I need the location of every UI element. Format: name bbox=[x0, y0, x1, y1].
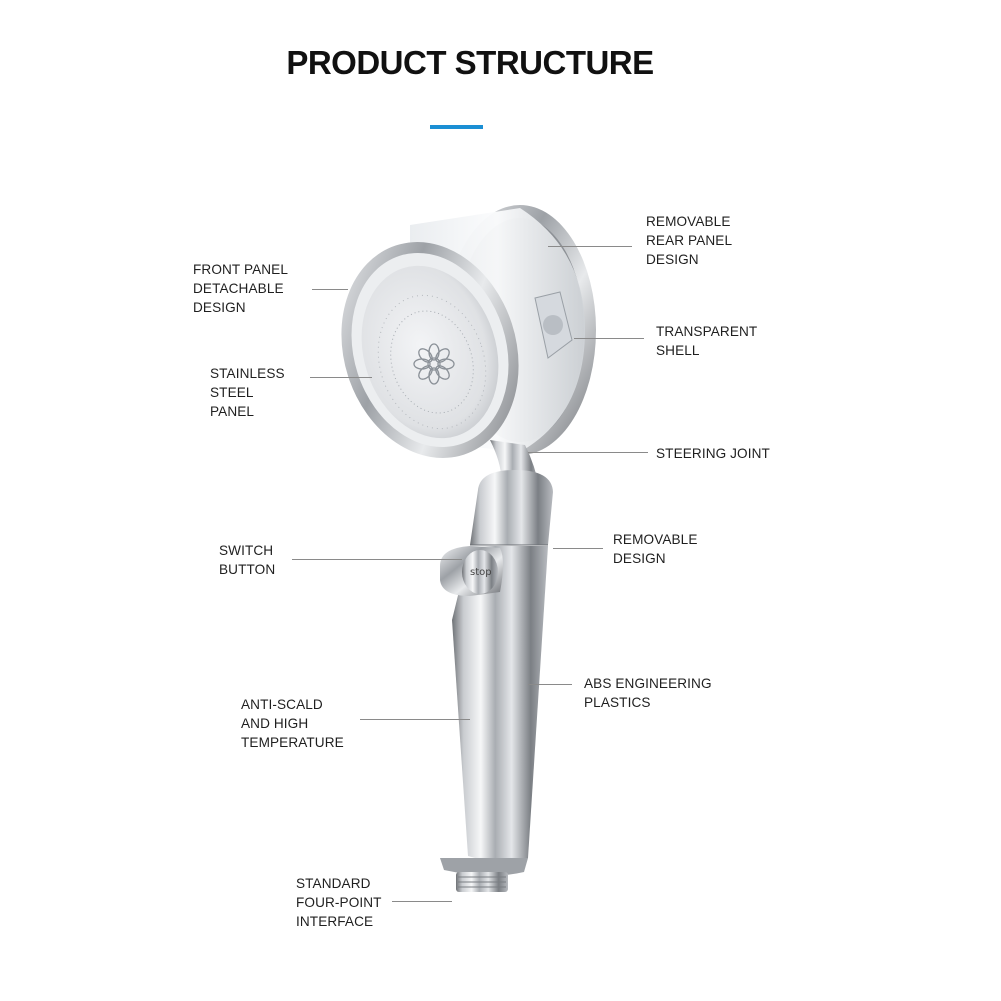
leader-stainless bbox=[310, 377, 372, 378]
switch-button bbox=[440, 546, 503, 596]
leader-abs bbox=[528, 684, 572, 685]
stop-button-text: stop bbox=[470, 567, 492, 578]
leader-steering bbox=[528, 452, 648, 453]
leader-removable bbox=[553, 548, 603, 549]
label-abs-plastics: ABS ENGINEERING PLASTICS bbox=[584, 676, 712, 710]
leader-standard bbox=[392, 901, 452, 902]
label-anti-scald: ANTI-SCALD AND HIGH TEMPERATURE bbox=[241, 697, 344, 750]
label-standard-interface: STANDARD FOUR-POINT INTERFACE bbox=[296, 876, 382, 929]
handle-lower bbox=[440, 546, 548, 876]
leader-anti-scald bbox=[360, 719, 470, 720]
label-steering-joint: STEERING JOINT bbox=[656, 446, 770, 461]
leader-front-panel bbox=[312, 289, 348, 290]
four-point-interface bbox=[456, 872, 508, 892]
label-removable-design: REMOVABLE DESIGN bbox=[613, 532, 698, 566]
page-title: PRODUCT STRUCTURE bbox=[286, 44, 654, 81]
handle-upper bbox=[470, 470, 553, 545]
label-transparent-shell: TRANSPARENT SHELL bbox=[656, 324, 758, 358]
label-stainless-steel-panel: STAINLESS STEEL PANEL bbox=[210, 366, 285, 419]
label-switch-button: SWITCH BUTTON bbox=[219, 543, 276, 577]
label-front-panel: FRONT PANEL DETACHABLE DESIGN bbox=[193, 262, 289, 315]
label-rear-panel: REMOVABLE REAR PANEL DESIGN bbox=[646, 214, 733, 267]
leader-switch bbox=[292, 559, 462, 560]
leader-rear-panel bbox=[548, 246, 632, 247]
leader-transparent bbox=[574, 338, 644, 339]
